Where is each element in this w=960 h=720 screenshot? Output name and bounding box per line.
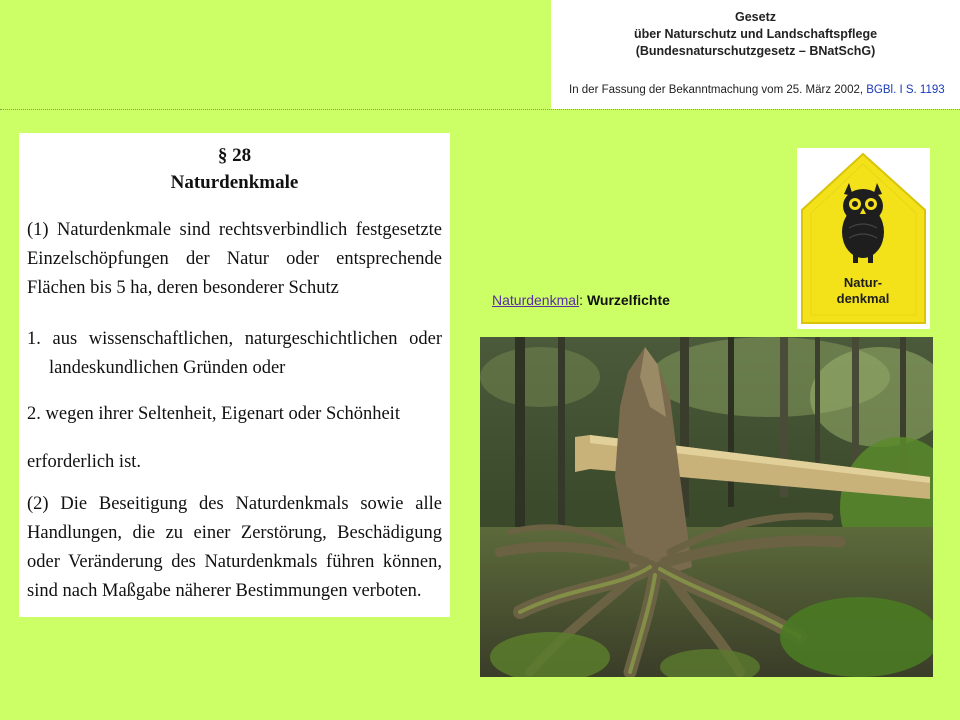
absatz-1 [27,216,442,303]
fassung-line [569,84,945,96]
list-item-2: 2. wegen ihrer Seltenheit, Eigenart oder Schönheit [27,404,400,424]
caption-separator: : [579,292,587,308]
bgbl-link[interactable]: BGBl. I S. 1193 [866,84,945,96]
law-title-line-2: über Naturschutz und Landschaftspflege [633,27,878,41]
forest-root-illustration [480,337,933,677]
naturdenkmal-link[interactable]: Naturdenkmal [492,292,580,308]
sign-label-line-2: denkmal [836,291,890,306]
law-text-scan [19,133,450,617]
absatz-2: (2) Die Beseitigung des Naturdenkmals sowie alle Handlungen, die zu einer Zerstörung, Beschädigung oder Veränderung des Naturdenkmals führen können, sind nach Maßgabe näherer Bestimmungen verboten. [27,494,442,601]
wurzelfichte-photo [480,337,933,677]
naturdenkmal-sign [797,148,930,329]
list-item-1: 1. aus wissenschaftlichen, naturgeschichtlichen oder landeskundlichen Gründen oder [27,329,442,378]
photo-caption [492,292,670,308]
paragraph-number: § 28 [217,145,252,166]
top-divider [0,109,960,110]
fassung-text: In der Fassung der Bekanntmachung vom 25. März 2002, [569,84,867,96]
owl-sign-icon [797,148,930,329]
law-title-line-3: (Bundesnaturschutzgesetz – BNatSchG) [635,44,876,58]
caption-text: Wurzelfichte [586,292,670,308]
law-title [551,9,960,60]
paragraph-title: Naturdenkmale [170,172,299,193]
law-title-line-1: Gesetz [735,10,776,24]
sign-label-line-1: Natur- [843,275,883,290]
law-header [551,0,960,109]
absatz-1-text: (1) Naturdenkmale sind rechtsverbindlich festgesetzte Einzelschöpfungen der Natur oder entsprechende Flächen bis 5 ha, deren besonderer Schutz [27,220,442,298]
erforderlich-line: erforderlich ist. [27,452,142,472]
